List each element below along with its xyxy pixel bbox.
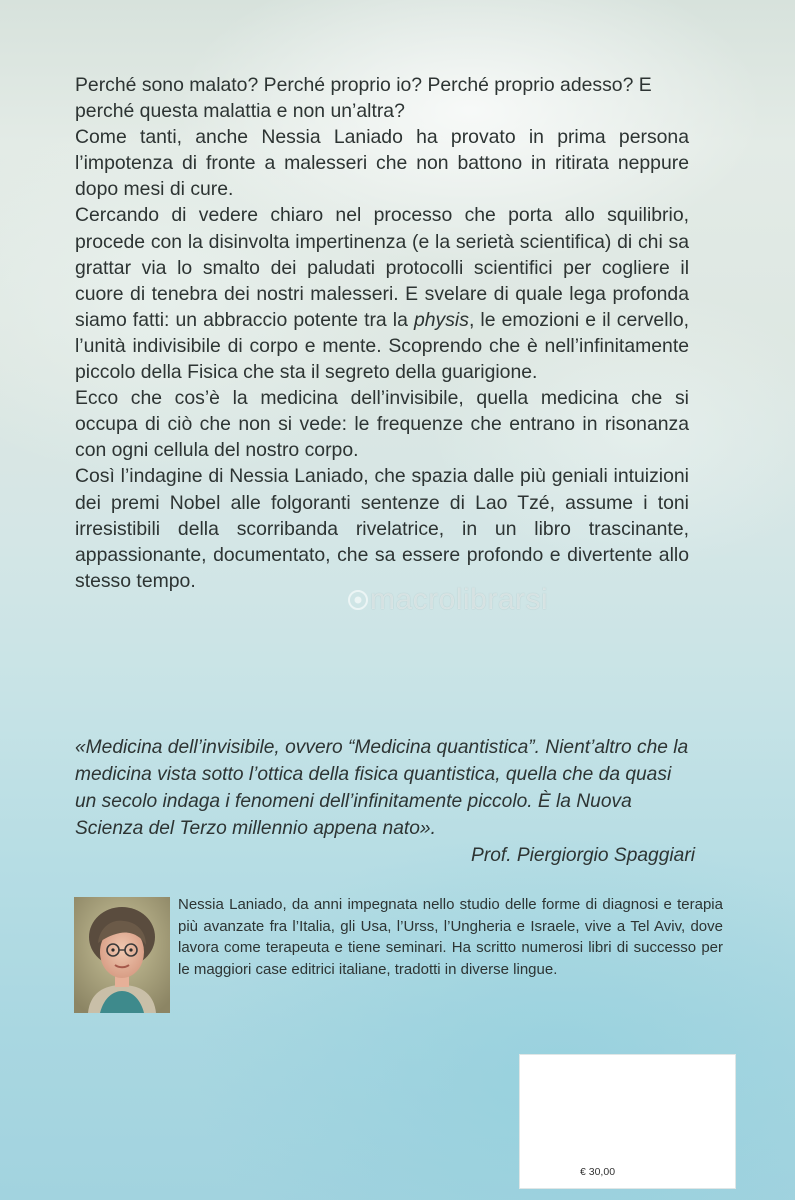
blurb-paragraph-2: Come tanti, anche Nessia Laniado ha provato in prima persona l’impotenza di fronte a malesseri che non battono in ritirata neppure dopo mesi di cure.	[75, 126, 689, 201]
quote-attribution: Prof. Piergiorgio Spaggiari	[471, 845, 695, 866]
blurb-paragraph-3	[75, 202, 689, 385]
blurb-paragraph-5: Così l’indagine di Nessia Laniado, che spazia dalle più geniali intuizioni dei premi Nobel alle folgoranti sentenze di Lao Tzé, assume i toni irresistibili della scorribanda rivelatrice, in un libro trascinante, appassionante, documentato, che sa essere profondo e divertente allo stesso tempo.	[75, 465, 689, 592]
blurb-paragraph-4: Ecco che cos’è la medicina dell’invisibile, quella medicina che si occupa di ciò che non si vede: le frequenze che entrano in risonanza con ogni cellula del nostro corpo.	[75, 387, 689, 462]
watermark: macrolibrarsi	[370, 583, 549, 616]
author-bio	[178, 894, 723, 980]
price: € 30,00	[580, 1166, 616, 1178]
price-label	[519, 1054, 736, 1189]
blurb-paragraph-1: Perché sono malato? Perché proprio io? Perché proprio adesso? E perché questa malattia e non un’altra?	[75, 74, 652, 123]
author-portrait-image	[74, 897, 170, 1013]
review-quote	[75, 734, 695, 869]
blurb-physis-term: physis	[413, 308, 469, 331]
author-photo	[74, 897, 170, 1013]
blurb-paragraph-3-part-a: Cercando di vedere chiaro nel processo che porta allo squilibrio, procede con la disinvolta impertinenza (e la serietà scientifica) di chi sa grattar via lo smalto dei paludati protocolli scientifici per cogliere il cuore di tenebra dei nostri malesseri. E svelare di quale lega profonda siamo fatti: un abbraccio potente tra la	[75, 204, 689, 331]
blurb-text	[75, 72, 689, 594]
author-bio-text: Nessia Laniado, da anni impegnata nello studio delle forme di diagnosi e terapia più avanzate fra l’Italia, gli Usa, l’Urss, l’Ungheria e Israele, vive a Tel Aviv, dove lavora come terapeuta e tiene seminari. Ha scritto numerosi libri di successo per le maggiori case editrici italiane, tradotti in diverse lingue.	[178, 896, 723, 978]
blurb-paragraph-3-part-b: , le emozioni e il cervello, l’unità indivisibile di corpo e mente. Scoprendo che è nell’infinitamente piccolo della Fisica che sta il segreto della guarigione.	[75, 308, 690, 384]
quote-text: «Medicina dell’invisibile, ovvero “Medicina quantistica”. Nient’altro che la medicina vista sotto l’ottica della fisica quantistica, quella che da quasi un secolo indaga i fenomeni dell’infinitamente piccolo. È la Nuova Scienza del Terzo millennio appena nato».	[75, 737, 689, 839]
